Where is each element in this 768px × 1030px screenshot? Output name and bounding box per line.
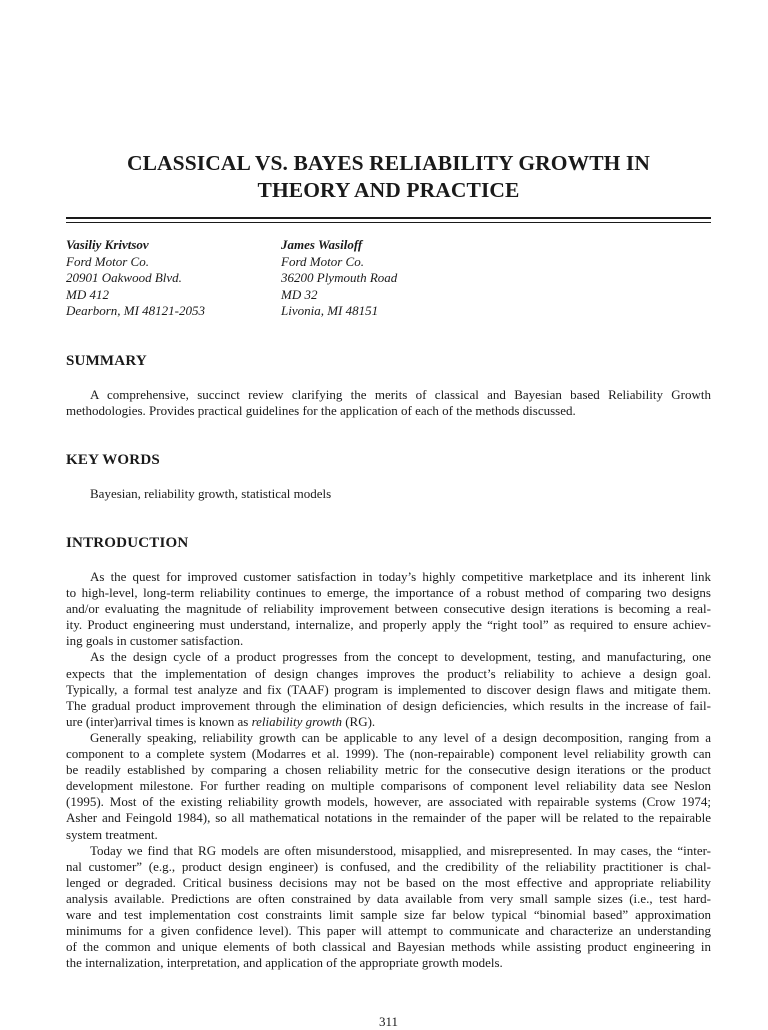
text-line: nal customer” (e.g., product design engineer) is confused, and the credibility of the reliability practitioner is chal- (66, 858, 711, 874)
author-affiliation-line: MD 412 (66, 286, 109, 302)
text-line: The gradual product improvement through the elimination of design deficiencies, which results in the increase of fail- (66, 697, 711, 713)
text-line: minimums for a given confidence level). This paper will attempt to communicate and characterize an understanding (66, 923, 711, 939)
author-1 (66, 237, 205, 320)
text-line: As the quest for improved customer satisfaction in today’s highly competitive marketplace and its inherent link (90, 569, 711, 584)
text-line: A comprehensive, succinct review clarifying the merits of classical and Bayesian based Reliability Growth (90, 387, 711, 402)
text-line: As the design cycle of a product progresses from the concept to development, testing, and manufacturing, one (90, 649, 711, 665)
title-line-2: THEORY AND PRACTICE (257, 178, 520, 202)
text-line: ity. Product engineering must understand, internalize, and properly apply the “right tool” as required to ensure achiev- (66, 617, 711, 633)
text-line-rg (66, 714, 711, 730)
text-line: development milestone. For further reading on multiple comparisons of component level reliability data see Neslon (66, 778, 711, 794)
text-line: Typically, a formal test analyze and fix (TAAF) program is implemented to discover design flaws and mitigate them. (66, 681, 711, 697)
introduction-body (66, 569, 711, 971)
author-affiliation-line: 20901 Oakwood Blvd. (66, 270, 182, 285)
title-line-1: CLASSICAL VS. BAYES RELIABILITY GROWTH IN (126, 151, 651, 175)
author-affiliation-line: Dearborn, MI 48121-2053 (66, 303, 206, 318)
text-line: Asher and Feingold 1984), so all mathematical notations in the remainder of the paper will be related to the repairable (66, 810, 711, 826)
paper-title (66, 150, 711, 204)
rg-prefix: ure (inter)arrival times is known as (66, 713, 249, 729)
text-line: lenged or degraded. Critical business decisions may not be based on the most effective and appropriate reliability (66, 874, 711, 890)
author-name: James Wasiloff (281, 237, 363, 252)
text-line: expects that the implementation of design changes improves the product’s reliability to achieve a design goal. (66, 665, 711, 681)
text-line: analysis available. Predictions are often constrained by data available from very small sample sizes (i.e., test hard- (66, 890, 711, 906)
author-affiliation-line: MD 32 (281, 286, 318, 302)
text-line: methodologies. Provides practical guidelines for the application of each of the methods discussed. (66, 403, 576, 419)
rg-term: reliability growth (251, 713, 342, 729)
text-line: ing goals in customer satisfaction. (66, 633, 244, 649)
text-line: of the common and unique elements of both classical and Bayesian methods while assisting product engineering in (66, 939, 711, 955)
text-line: (1995). Most of the existing reliability growth models, however, are associated with repairable systems (Crow 1974; (66, 794, 711, 810)
text-line: ware and test implementation cost constraints limit sample size far below typical “binomial based” approximation (66, 906, 711, 922)
text-line: and/or evaluating the magnitude of reliability improvement between consecutive design iterations is becoming a real- (66, 601, 711, 617)
author-affiliation-line: Livonia, MI 48151 (281, 303, 379, 318)
keywords-paragraph (66, 486, 711, 502)
introduction-heading: INTRODUCTION (66, 535, 189, 551)
author-affiliation-line: Ford Motor Co. (281, 253, 364, 269)
keywords-heading: KEY WORDS (66, 452, 160, 468)
text-line: to high-level, long-term reliability continues to emerge, the importance of a robust method of comparing two designs (66, 585, 711, 601)
page-number: 311 (378, 1014, 399, 1029)
text-line: the internalization, interpretation, and application of the appropriate growth models. (66, 955, 503, 971)
author-affiliation-line: 36200 Plymouth Road (281, 270, 398, 285)
author-2 (281, 237, 397, 320)
text-line: system treatment. (66, 826, 158, 842)
title-rule-thin (66, 222, 711, 223)
author-name: Vasiliy Krivtsov (66, 237, 149, 252)
author-affiliation-line: Ford Motor Co. (66, 253, 149, 269)
text-line: Generally speaking, reliability growth can be applicable to any level of a design decomposition, ranging from a (90, 729, 711, 745)
summary-paragraph (66, 387, 711, 419)
keywords-text: Bayesian, reliability growth, statistical models (90, 486, 332, 501)
text-line: be readily established by comparing a chosen reliability metric for the consecutive design iterations or the product (66, 762, 711, 778)
text-line: component to a complete system (Modarres et al. 1999). The (non-repairable) component level reliability growth can (66, 746, 711, 762)
rg-suffix: (RG). (341, 713, 376, 729)
title-rule-thick (66, 217, 711, 219)
text-line: Today we find that RG models are often misunderstood, misapplied, and misrepresented. In may cases, the “inter- (90, 842, 711, 858)
summary-heading: SUMMARY (66, 353, 147, 369)
